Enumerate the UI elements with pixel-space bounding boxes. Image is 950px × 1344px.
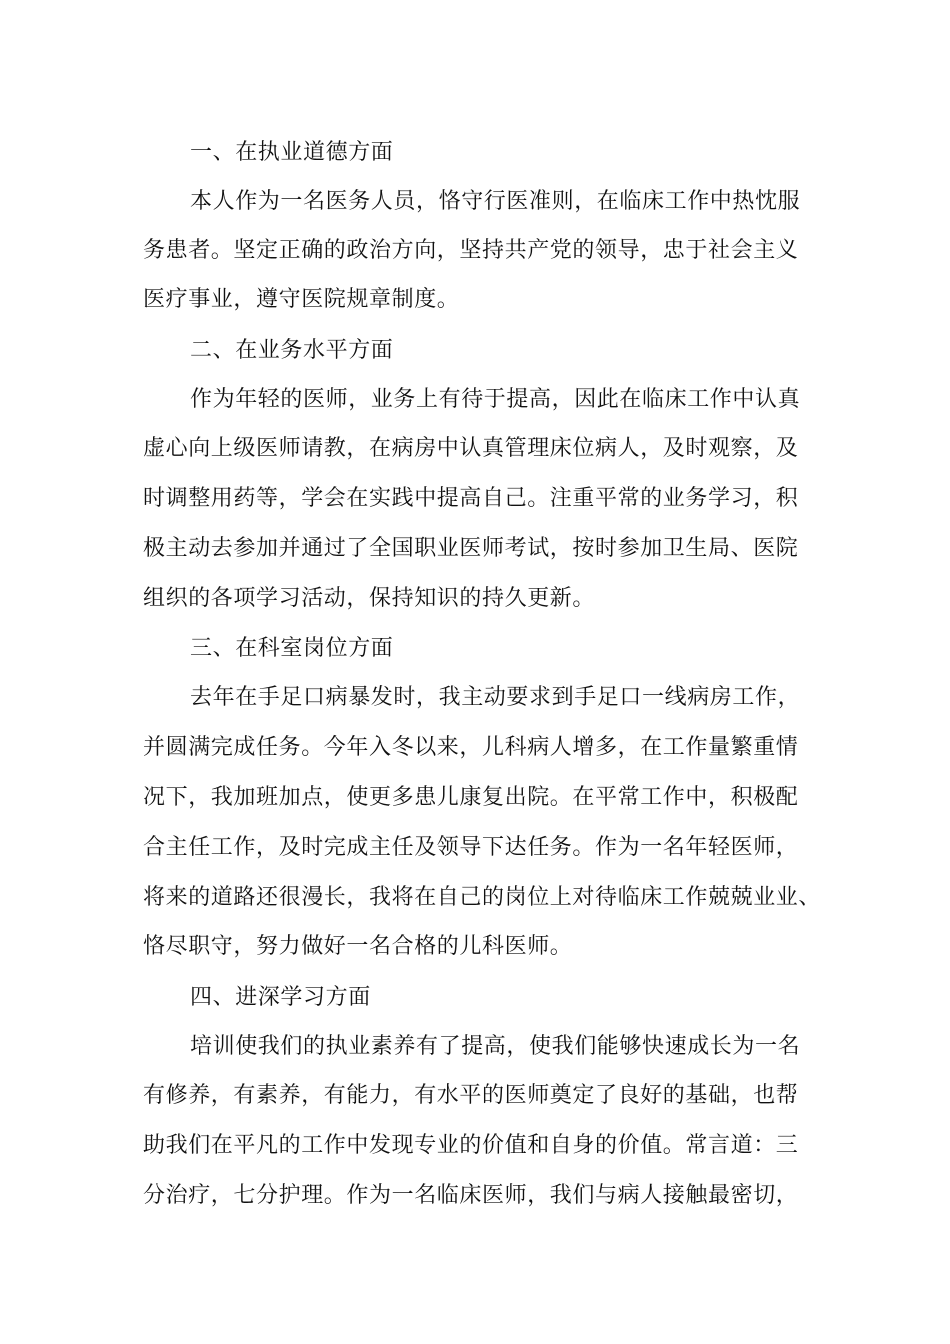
paragraph-line: 分治疗，七分护理。作为一名临床医师，我们与病人接触最密切， [143, 1183, 799, 1208]
paragraph-line: 去年在手足口病暴发时，我主动要求到手足口一线病房工作， [190, 685, 801, 710]
section-heading-3: 三、在科室岗位方面 [190, 636, 394, 661]
paragraph-line: 极主动去参加并通过了全国职业医师考试，按时参加卫生局、医院 [143, 536, 799, 561]
paragraph-line: 组织的各项学习活动，保持知识的持久更新。 [143, 586, 596, 611]
paragraph-line: 虚心向上级医师请教，在病房中认真管理床位病人，及时观察，及 [143, 436, 799, 461]
paragraph-line: 将来的道路还很漫长，我将在自己的岗位上对待临床工作兢兢业业、 [143, 885, 822, 910]
section-heading-2: 二、在业务水平方面 [190, 338, 394, 363]
paragraph-line: 助我们在平凡的工作中发现专业的价值和自身的价值。常言道：三 [143, 1133, 799, 1158]
paragraph-line: 合主任工作，及时完成主任及领导下达任务。作为一名年轻医师， [143, 835, 799, 860]
paragraph-line: 有修养，有素养，有能力，有水平的医师奠定了良好的基础，也帮 [143, 1083, 799, 1108]
paragraph-line: 培训使我们的执业素养有了提高，使我们能够快速成长为一名 [190, 1034, 801, 1059]
paragraph-line: 务患者。坚定正确的政治方向，坚持共产党的领导，忠于社会主义 [143, 238, 799, 263]
paragraph-line: 并圆满完成任务。今年入冬以来，儿科病人增多，在工作量繁重情 [143, 735, 799, 760]
paragraph-line: 本人作为一名医务人员，恪守行医准则，在临床工作中热忱服 [190, 189, 801, 214]
section-heading-4: 四、进深学习方面 [190, 985, 371, 1010]
section-heading-1: 一、在执业道德方面 [190, 140, 394, 165]
paragraph-line: 医疗事业，遵守医院规章制度。 [143, 287, 460, 312]
paragraph-line: 恪尽职守，努力做好一名合格的儿科医师。 [143, 934, 573, 959]
paragraph-line: 时调整用药等，学会在实践中提高自己。注重平常的业务学习，积 [143, 486, 799, 511]
paragraph-line: 况下，我加班加点，使更多患儿康复出院。在平常工作中，积极配 [143, 785, 799, 810]
paragraph-line: 作为年轻的医师，业务上有待于提高，因此在临床工作中认真 [190, 387, 801, 412]
